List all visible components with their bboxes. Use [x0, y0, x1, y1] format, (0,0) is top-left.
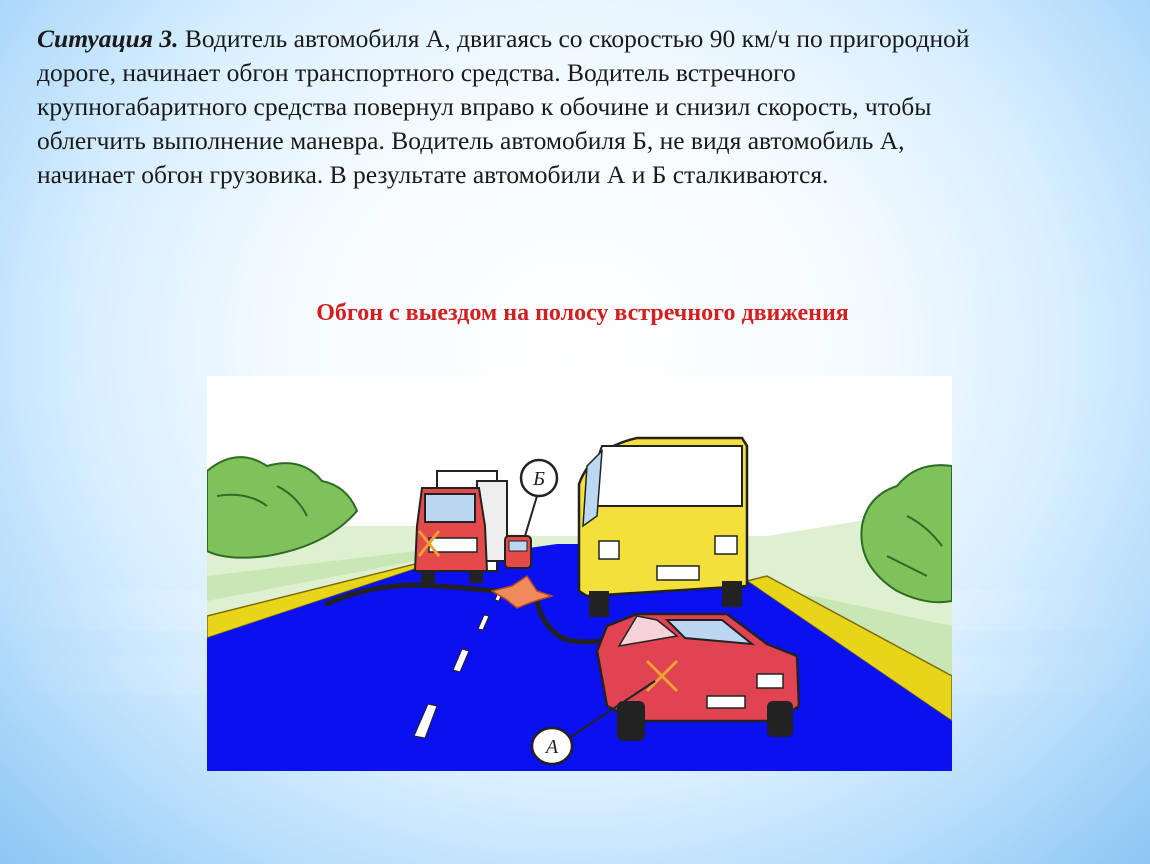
truck — [415, 471, 507, 583]
road-overtaking-illustration — [207, 376, 952, 771]
situation-line-5: начинает обгон грузовика. В результате автомобили А и Б сталкиваются. — [37, 160, 829, 189]
situation-line-4: облегчить выполнение маневра. Водитель автомобиля Б, не видя автомобиль А, — [37, 126, 905, 155]
car-a-label-text: А — [545, 736, 559, 758]
car-b — [505, 536, 531, 568]
diagram-title: Обгон с выездом на полосу встречного движения — [316, 300, 849, 326]
situation-description — [37, 22, 1117, 192]
car-b-label-text: Б — [533, 468, 545, 490]
situation-label: Ситуация 3. — [37, 24, 179, 53]
illustration-canvas — [207, 376, 952, 771]
situation-line-2: дороге, начинает обгон транспортного средства. Водитель встречного — [37, 58, 796, 87]
situation-line-1: Водитель автомобиля А, двигаясь со скоростью 90 км/ч по пригородной — [178, 24, 970, 53]
situation-line-3: крупногабаритного средства повернул вправо к обочине и снизил скорость, чтобы — [37, 92, 932, 121]
